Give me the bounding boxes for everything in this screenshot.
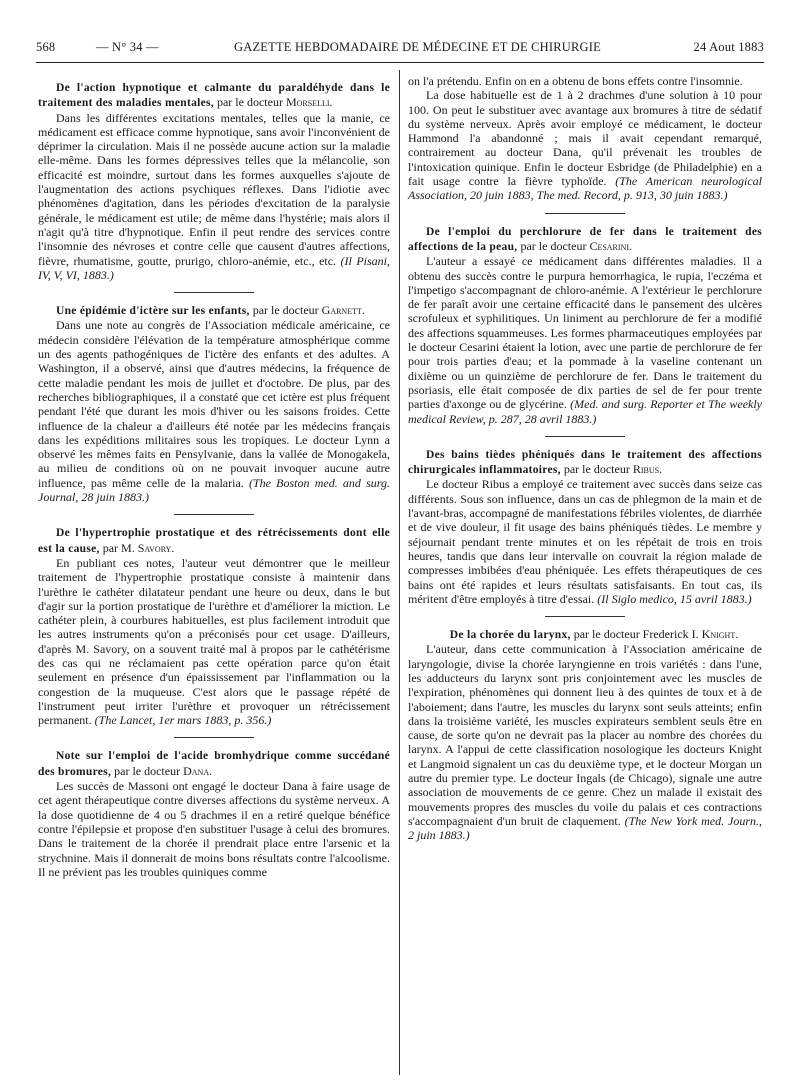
separator xyxy=(174,514,254,515)
separator xyxy=(545,213,625,214)
article-title: De la chorée du larynx, par le docteur Frederick I. Knight. xyxy=(449,627,739,642)
separator xyxy=(174,292,254,293)
article-body: Les succès de Massoni ont engagé le docteur Dana à faire usage de cet agent thérapeutique contre diverses affections du système nerveux. A la dose quotidienne de 4 ou 5 drachmes il en a retiré quelque bénéfice contre l'épilepsie et propose d'en substituer l'usage à celui des bromures. Dans le traitement de la chorée il prendrait place entre l'arsenic et la strychnine. Mais il donnerait de moins bons résultats contre l'alcoolisme. Il ne prévient pas les troubles quiniques comme xyxy=(38,779,390,879)
article-body: En publiant ces notes, l'auteur veut démontrer que le meilleur traitement de l'hypertrophie prostatique consiste à maintenir dans l'urèthre le cathéter dilatateur pendant une heure ou deux, dans le but d'agir sur la portion prostatique de l'urèthre et d'améliorer la miction. Le cathéter plein, à courbures habituelles, est plus facilement introduit que les autres instruments qu'on a préconisés pour cet usage. D'ailleurs, d'après M. Savory, on a souvent traité mal à propos par le cathétérisme des cas qui ne réclamaient pas cette opération parce qu'on était seulement en présence d'un épaississement par l'inflammation ou la congestion de la muqueuse. C'est alors que le passage répété de l'instrument peut irriter l'urèthre et provoquer un rétrécissement permanent. (The Lancet, 1er mars 1883, p. 356.) xyxy=(38,555,390,728)
article-title: Une épidémie d'ictère sur les enfants, par le docteur Garnett. xyxy=(56,303,365,318)
article-title: De l'emploi du perchlorure de fer dans le traitement des affections de la peau, par le docteur Cesarini. xyxy=(408,225,762,253)
article-title: De l'action hypnotique et calmante du paraldéhyde dans le traitement des maladies mentales, par le docteur Morselli. xyxy=(38,82,390,110)
column-divider xyxy=(399,70,400,1075)
article-body: Dans une note au congrès de l'Association médicale américaine, ce médecin considère l'élévation de la température atmosphérique comme un des agents pathogéniques de l'ictère des enfants et des adultes. A Washington, il a observé, ainsi que d'autres médecins, la fréquence de cette maladie pendant les mois de juillet et d'octobre. De plus, par des recherches bibliographiques, il a constaté que cet ictère est plus fréquent pendant l'été que durant les mois d'hiver ou les saisons froides. Cette influence de la chaleur a d'ailleurs été notée par les médecins français dans les expéditions militaires sous les tropiques. Le docteur Lynn a observé les mêmes faits en Pensylvanie, dans la vallée de Monogakela, au milieu de conditions où on ne pouvait invoquer aucune autre influence, pas même celle de la malaria. (The Boston med. and surg. Journal, 28 juin 1883.) xyxy=(38,318,391,505)
issue-number: — N° 34 — xyxy=(96,40,159,54)
left-column xyxy=(38,74,390,879)
article-title: De l'hypertrophie prostatique et des rétrécissements dont elle est la cause, par M. Savory. xyxy=(38,527,390,555)
right-column xyxy=(408,74,762,843)
issue-date: 24 Aout 1883 xyxy=(693,40,764,54)
separator xyxy=(174,737,254,738)
page-number: 568 xyxy=(36,40,56,54)
header-rule xyxy=(36,62,764,63)
article-body: L'auteur, dans cette communication à l'Association américaine de laryngologie, divise la chorée laryngienne en trois variétés : dans l'une, les adducteurs du larynx sont pris conjointement avec les muscles de l'expiration, phénomènes qui donnent lieu à des quintes de toux et à de l'aboiement; dans l'autre, les muscles du larynx sont seuls atteints; enfin dans la troisième variété, les muscles expirateurs semblent seuls être en cause, de sorte qu'on ne devrait pas la placer au nombre des chorées du larynx. A l'appui de cette classification nosologique les docteurs Knight et Langmoid signalent un cas du deuxième type, et le docteur Morgan un autre du premier type. Le docteur Ingals (de Chicago), signale une autre association de mouvements de ce genre. Chez un malade il existait des mouvements propres des muscles du voile du palais et ces contractions s'accompagnaient d'un bruit de claquement. (The New York med. Journ., 2 juin 1883.) xyxy=(408,642,763,843)
article-body-continued: on l'a prétendu. Enfin on en a obtenu de bons effets contre l'insomnie. xyxy=(408,74,743,88)
article-body: La dose habituelle est de 1 à 2 drachmes d'une solution à 10 pour 100. On peut le substituer avec avantage aux bromures à titre de sédatif du système nerveux. Après avoir employé ce médicament, le docteur Hammond l'a abandonné ; mais il avait cependant remarqué, contrairement au docteur Dana, qu'il prévenait les troubles de l'intoxication quinique. Enfin le docteur Esbridge (de Philadelphie) en a fait usage contre la fièvre typhoïde. (The American neurological Association, 20 juin 1883, The med. Record, p. 913, 30 juin 1883.) xyxy=(408,88,762,203)
page-header xyxy=(36,40,764,62)
journal-title: GAZETTE HEBDOMADAIRE DE MÉDECINE ET DE CHIRURGIE xyxy=(234,40,601,54)
article-title: Note sur l'emploi de l'acide bromhydrique comme succédané des bromures, par le docteur Dana. xyxy=(38,750,390,778)
article-body: Le docteur Ribus a employé ce traitement avec succès dans seize cas différents. Sous son influence, dans un cas de phlegmon de la main et de l'avant-bras, accompagné de manifestations fébriles violentes, de diarrhée et de vive douleur, il fit usage des bains phéniqués tièdes. Le membre y séjournait pendant trente minutes et on les répétait de trois en trois heures, tandis que dans leur intervalle on couvrait la région malade de compresses imbibées d'eau phéniquée. Les effets thérapeutiques de ces bains ont été rapides et leurs résultats satisfaisants. En tout cas, ils méritent d'être employés à titre d'essai. (Il Siglo medico, 15 avril 1883.) xyxy=(408,477,762,606)
article-title: Des bains tièdes phéniqués dans le traitement des affections chirurgicales inflammatoires, par le docteur Ribus. xyxy=(408,448,762,477)
article-body: L'auteur a essayé ce médicament dans différentes maladies. Il a obtenu des succès contre le purpura hemorrhagica, le rupia, l'eczéma et l'impetigo s'accompagnant de chloro-anémie. A l'extérieur le perchlorure de fer paraît avoir une certaine efficacité dans le pansement des ulcères scrofuleux et syphilitiques. Un liniment au perchlorure de fer a modifié des affections squammeuses. Les formes pharmaceutiques employées par le docteur Cesarini étaient la lotion, avec une partie de perchlorure de fer pour trois parties d'eau; et la pommade à la vaseline contenant un dixième ou un quinzième de perchlorure de fer. Dans le traitement du psoriasis, elle était composée de dix parties de sel de fer pour trente parties d'axonge ou de glycérine. (Med. and surg. Reporter et The weekly medical Review, p. 287, 28 avril 1883.) xyxy=(408,254,763,426)
separator xyxy=(545,436,625,437)
article-body: Dans les différentes excitations mentales, telles que la manie, ce médicament est efficace comme hypnotique, sans avoir l'inconvénient de déprimer la circulation. Mais il ne possède aucune action sur la maladie elle-même. Dans les formes dépressives telles que la mélancolie, son efficacité est moindre, surtout dans les formes auxquelles s'ajoute de l'augmentation des actions psychiques réflexes. Dans l'idiotie avec phénomènes d'agitation, dans les périodes d'excitation de la paralysie générale, le médicament est utile; de même dans l'hystérie; mais alors il n'agit qu'à titre d'hypnotique. Enfin il peut rendre des services contre l'insomnie des névroses et contre celle que causent d'autres affections, fièvre, rhumatisme, goutte, prurigo, chloro-anémie, etc., etc. (Il Pisani, IV, V, VI, 1883.) xyxy=(38,110,391,282)
separator xyxy=(545,616,625,617)
